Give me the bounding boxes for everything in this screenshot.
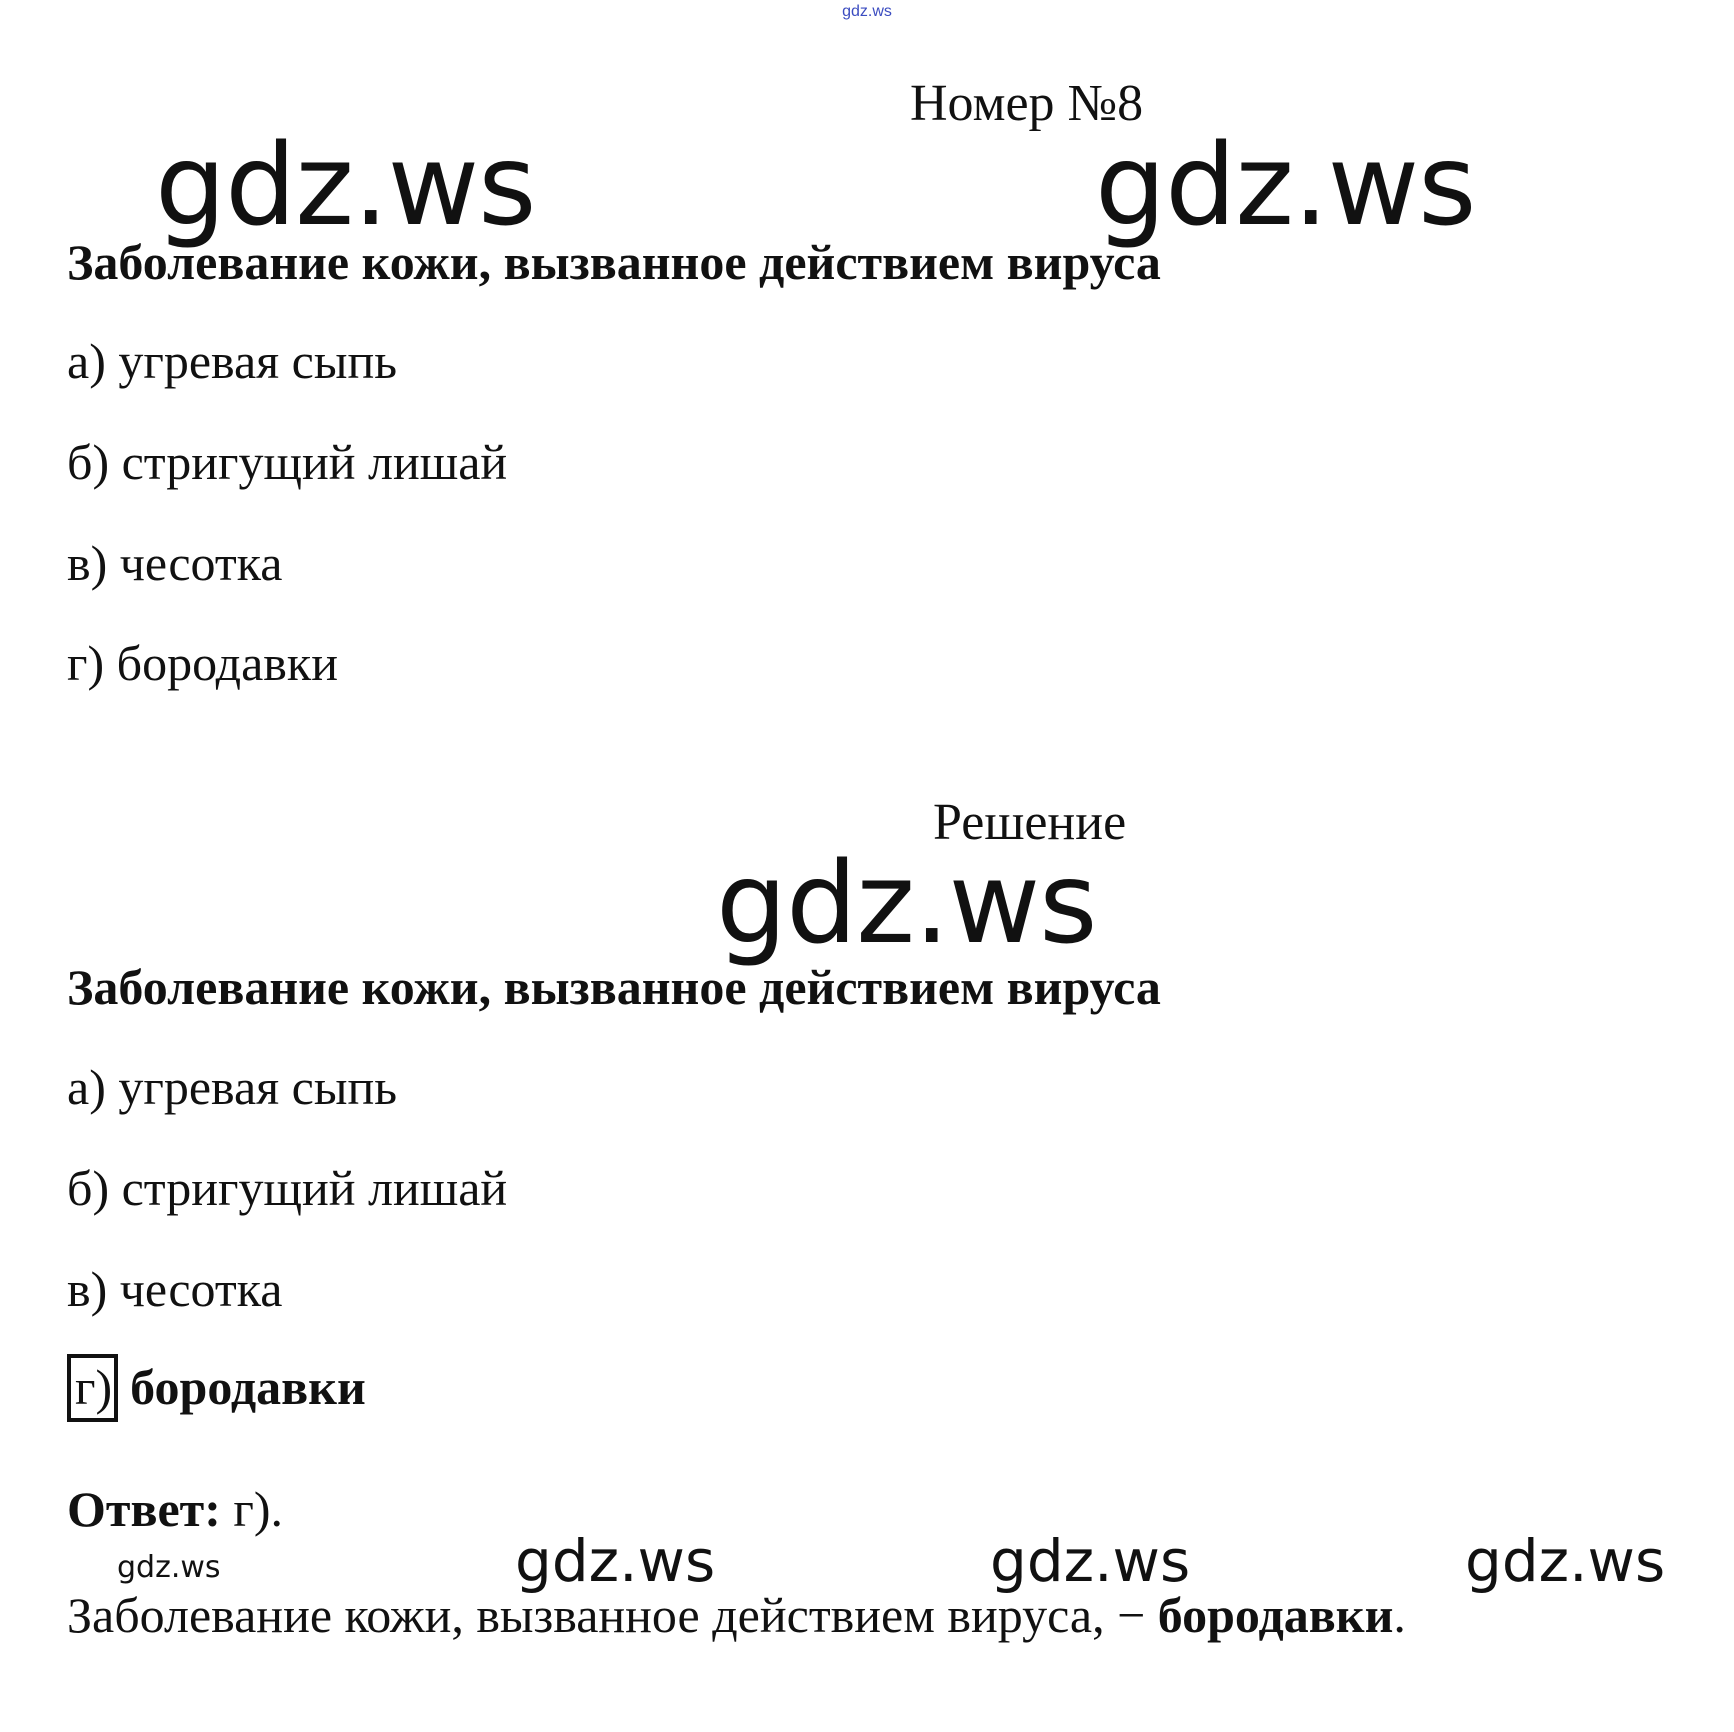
explanation-suffix: . xyxy=(1393,1587,1406,1643)
top-watermark: gdz.ws xyxy=(842,3,892,20)
watermark-small-left: gdz.ws xyxy=(117,1550,221,1585)
task-question: Заболевание кожи, вызванное действием вируса xyxy=(67,234,1161,290)
task-option-a: а) угревая сыпь xyxy=(67,333,398,389)
explanation-prefix: Заболевание кожи, вызванное действием вируса, − xyxy=(67,1587,1158,1643)
explanation-line xyxy=(67,1587,1406,1643)
task-option-d: г) бородавки xyxy=(67,635,338,691)
watermark-mid-1: gdz.ws xyxy=(515,1527,716,1595)
task-title: Номер №8 xyxy=(910,75,1144,132)
watermark-big-left: gdz.ws xyxy=(155,121,536,251)
answer-value: г). xyxy=(220,1481,284,1537)
watermark-big-center: gdz.ws xyxy=(716,839,1097,969)
answer-label: Ответ: xyxy=(67,1481,221,1537)
watermark-big-right: gdz.ws xyxy=(1095,121,1476,251)
watermark-mid-3: gdz.ws xyxy=(1465,1527,1666,1595)
explanation-bold: бородавки xyxy=(1157,1587,1394,1643)
solution-question: Заболевание кожи, вызванное действием вируса xyxy=(67,959,1161,1015)
watermark-mid-2: gdz.ws xyxy=(990,1527,1191,1595)
solution-option-c: в) чесотка xyxy=(67,1261,283,1317)
solution-title: Решение xyxy=(933,794,1127,851)
task-option-b: б) стригущий лишай xyxy=(67,434,508,490)
selected-option-text: бородавки xyxy=(130,1359,366,1415)
task-option-c: в) чесотка xyxy=(67,535,283,591)
solution-selected-option xyxy=(67,1354,366,1422)
solution-option-a: а) угревая сыпь xyxy=(67,1059,398,1115)
answer-line xyxy=(67,1481,284,1537)
solution-option-b: б) стригущий лишай xyxy=(67,1160,508,1216)
selected-letter-box: г) xyxy=(67,1354,118,1422)
